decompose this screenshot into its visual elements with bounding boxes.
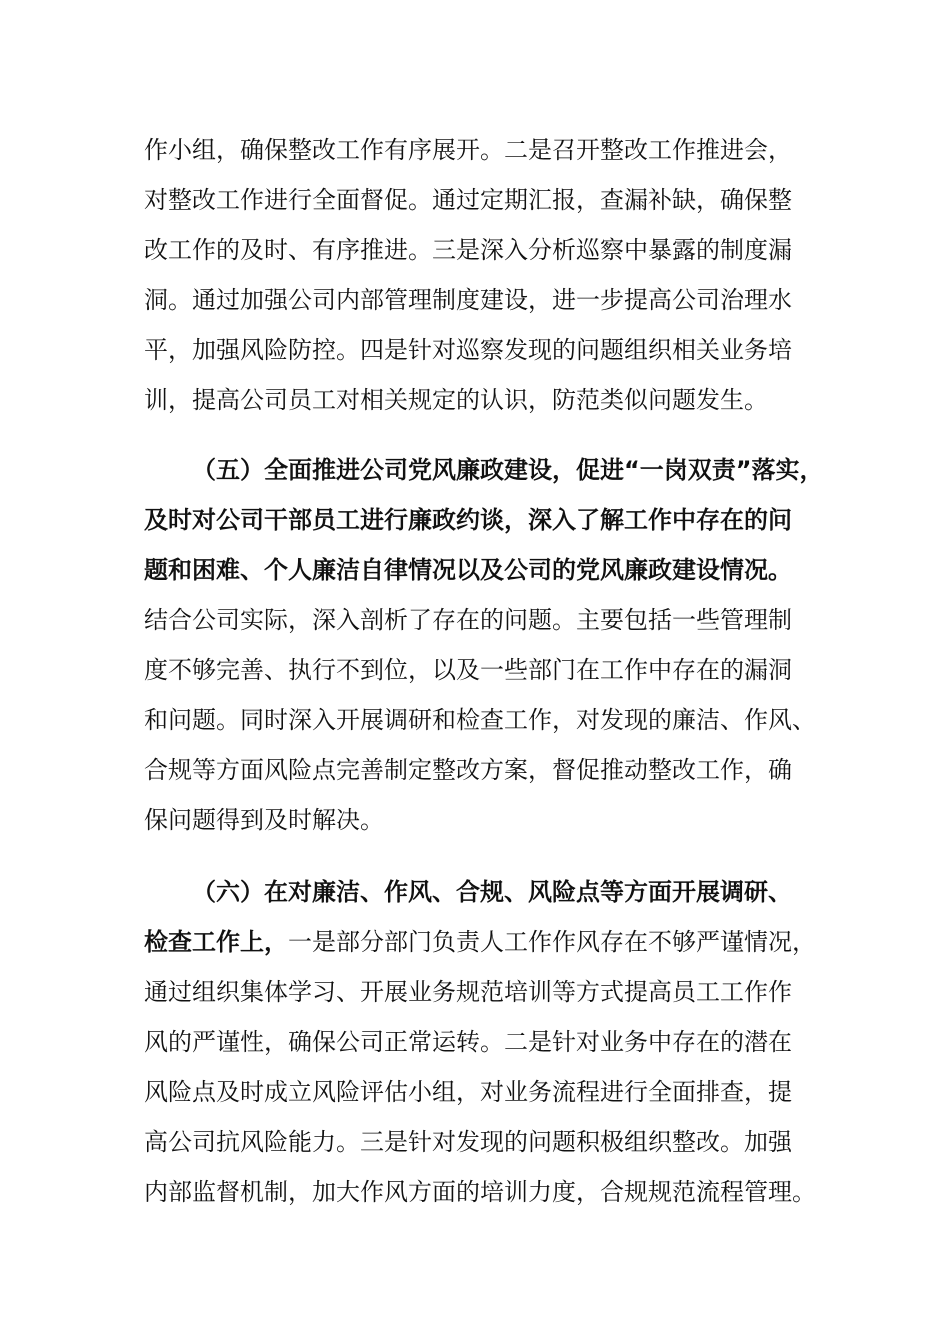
paragraph-line: 高公司抗风险能力。三是针对发现的问题积极组织整改。加强 xyxy=(144,1128,792,1156)
paragraph-heading-line: （五）全面推进公司党风廉政建设，促进“一岗双责”落实， xyxy=(192,456,824,484)
paragraph-line: 内部监督机制，加大作风方面的培训力度，合规规范流程管理。 xyxy=(144,1178,816,1206)
paragraph-heading-line: 及时对公司干部员工进行廉政约谈，深入了解工作中存在的问 xyxy=(144,506,792,534)
paragraph-line: 训，提高公司员工对相关规定的认识，防范类似问题发生。 xyxy=(144,386,768,414)
paragraph-line: 洞。通过加强公司内部管理制度建设，进一步提高公司治理水 xyxy=(144,286,792,314)
paragraph-line: 保问题得到及时解决。 xyxy=(144,806,384,834)
paragraph-line: 度不够完善、执行不到位，以及一些部门在工作中存在的漏洞 xyxy=(144,656,792,684)
paragraph-line: 改工作的及时、有序推进。三是深入分析巡察中暴露的制度漏 xyxy=(144,236,792,264)
paragraph-heading-line: 题和困难、个人廉洁自律情况以及公司的党风廉政建设情况。 xyxy=(144,556,792,584)
paragraph-line: 对整改工作进行全面督促。通过定期汇报，查漏补缺，确保整 xyxy=(144,186,792,214)
paragraph-line: 平，加强风险防控。四是针对巡察发现的问题组织相关业务培 xyxy=(144,336,792,364)
paragraph-text-fragment: 一是部分部门负责人工作作风存在不够严谨情况， xyxy=(288,928,816,956)
paragraph-line: 风的严谨性，确保公司正常运转。二是针对业务中存在的潜在 xyxy=(144,1028,792,1056)
paragraph-heading-fragment: 检查工作上， xyxy=(144,928,288,956)
paragraph-line: 通过组织集体学习、开展业务规范培训等方式提高员工工作作 xyxy=(144,978,792,1006)
paragraph-line: 结合公司实际，深入剖析了存在的问题。主要包括一些管理制 xyxy=(144,606,792,634)
paragraph-line: 作小组，确保整改工作有序展开。二是召开整改工作推进会， xyxy=(144,136,792,164)
paragraph-line: 和问题。同时深入开展调研和检查工作，对发现的廉洁、作风、 xyxy=(144,706,816,734)
paragraph-mixed-line xyxy=(144,917,816,967)
paragraph-heading-line: （六）在对廉洁、作风、合规、风险点等方面开展调研、 xyxy=(192,878,792,906)
paragraph-line: 合规等方面风险点完善制定整改方案，督促推动整改工作，确 xyxy=(144,756,792,784)
paragraph-line: 风险点及时成立风险评估小组，对业务流程进行全面排查，提 xyxy=(144,1078,792,1106)
